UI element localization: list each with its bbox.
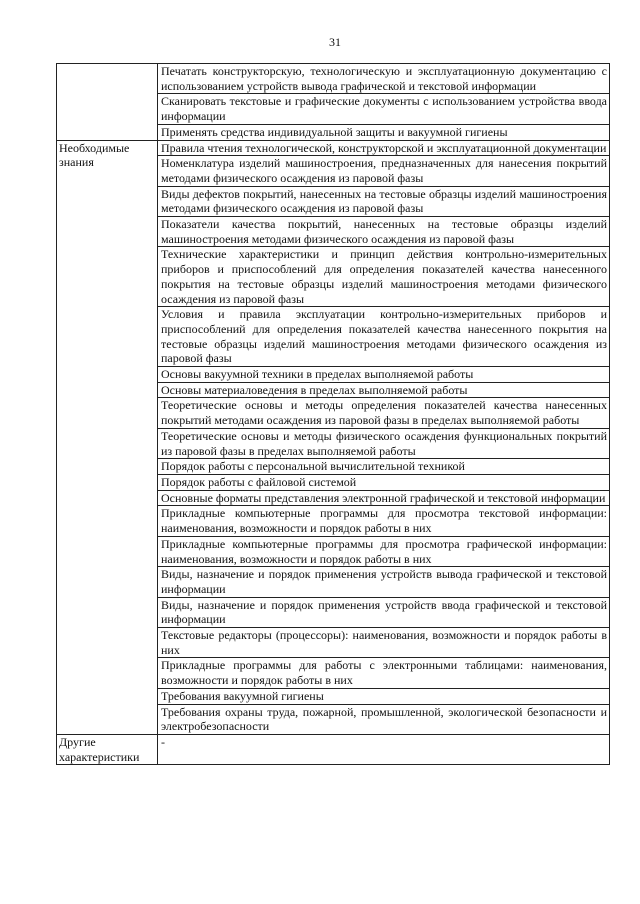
- requirement-item: Условия и правила эксплуатации контрольно-измерительных приборов и приспособлений для определения показателей качества нанесенного покрытия на тестовые образцы изделий машиностроения методами физического осаждения из паровой фазы: [158, 307, 610, 367]
- requirements-table: [56, 63, 610, 765]
- page-number: 31: [329, 35, 341, 49]
- requirement-item: Виды дефектов покрытий, нанесенных на тестовые образцы изделий машиностроения методами физического осаждения из паровой фазы: [158, 186, 610, 216]
- requirement-item: Требования вакуумной гигиены: [158, 688, 610, 704]
- table-row: [57, 64, 610, 94]
- requirement-item: Виды, назначение и порядок применения устройств вывода графической и текстовой информации: [158, 567, 610, 597]
- requirement-item: Печатать конструкторскую, технологическую и эксплуатационную документацию с использованием устройств вывода графической и текстовой информации: [158, 64, 610, 94]
- requirement-item: Требования охраны труда, пожарной, промышленной, экологической безопасности и электробезопасности: [158, 704, 610, 734]
- table-row: [57, 140, 610, 156]
- requirement-item: Сканировать текстовые и графические документы с использованием устройства ввода информации: [158, 94, 610, 124]
- requirement-item: Основы материаловедения в пределах выполняемой работы: [158, 382, 610, 398]
- requirement-item: Текстовые редакторы (процессоры): наименования, возможности и порядок работы в них: [158, 628, 610, 658]
- requirement-item: Прикладные программы для работы с электронными таблицами: наименования, возможности и порядок работы в них: [158, 658, 610, 688]
- requirement-item: Основы вакуумной техники в пределах выполняемой работы: [158, 367, 610, 383]
- requirement-item: Порядок работы с файловой системой: [158, 474, 610, 490]
- requirement-item: Виды, назначение и порядок применения устройств ввода графической и текстовой информации: [158, 597, 610, 627]
- section-label: Необходимые знания: [57, 140, 158, 734]
- requirement-item: Номенклатура изделий машиностроения, предназначенных для нанесения покрытий методами физического осаждения из паровой фазы: [158, 156, 610, 186]
- section-label: Другие характеристики: [57, 734, 158, 764]
- requirements-table-body: [57, 64, 610, 765]
- requirement-item: Теоретические основы и методы определения показателей качества нанесенных покрытий методами осаждения из паровой фазы в пределах выполняемой работы: [158, 398, 610, 428]
- requirement-item: Показатели качества покрытий, нанесенных на тестовые образцы изделий машиностроения методами физического осаждения из паровой фазы: [158, 217, 610, 247]
- requirement-item: Применять средства индивидуальной защиты и вакуумной гигиены: [158, 124, 610, 140]
- requirement-item: Прикладные компьютерные программы для просмотра графической информации: наименования, возможности и порядок работы в них: [158, 536, 610, 566]
- requirement-item: Теоретические основы и методы физического осаждения функциональных покрытий из паровой фазы в пределах выполняемой работы: [158, 428, 610, 458]
- requirement-item: Прикладные компьютерные программы для просмотра текстовой информации: наименования, возможности и порядок работы в них: [158, 506, 610, 536]
- requirement-item: Технические характеристики и принцип действия контрольно-измерительных приборов и приспособлений для определения показателей качества нанесенного покрытия на тестовые образцы изделий машиностроения методами физического осаждения из паровой фазы: [158, 247, 610, 307]
- requirement-item: -: [158, 734, 610, 764]
- table-row: [57, 734, 610, 764]
- section-label: [57, 64, 158, 141]
- requirement-item: Правила чтения технологической, конструкторской и эксплуатационной документации: [158, 140, 610, 156]
- requirement-item: Основные форматы представления электронной графической и текстовой информации: [158, 490, 610, 506]
- requirement-item: Порядок работы с персональной вычислительной техникой: [158, 459, 610, 475]
